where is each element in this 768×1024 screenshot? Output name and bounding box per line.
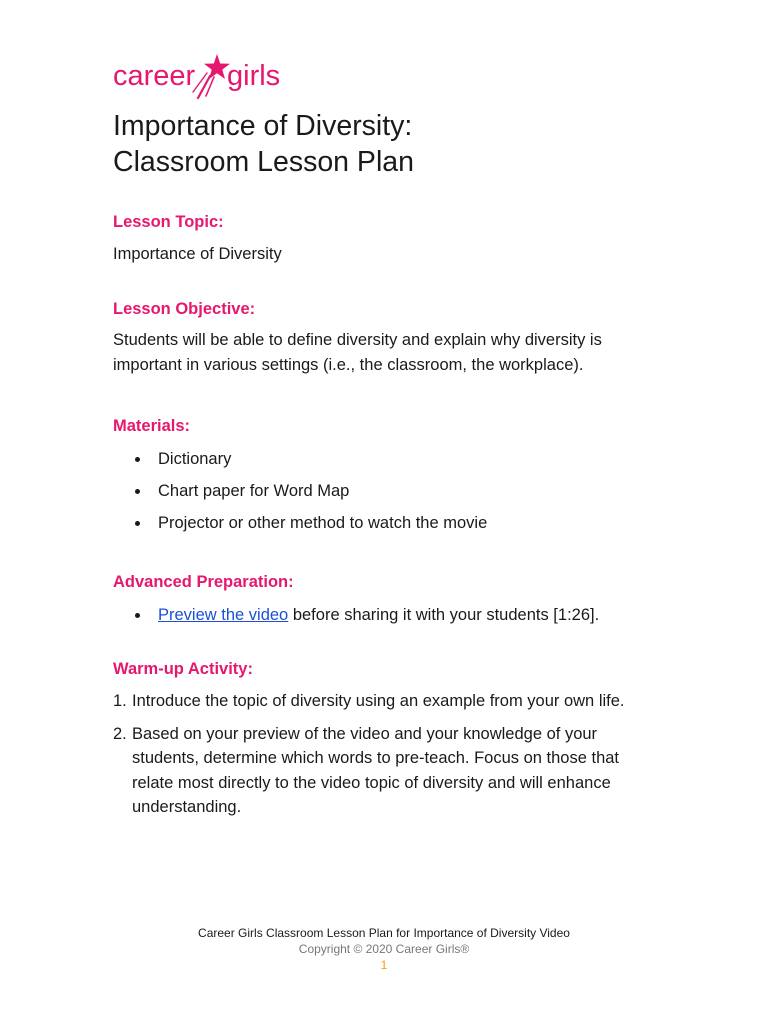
- bullet-icon: [135, 457, 140, 462]
- lesson-topic-heading: Lesson Topic:: [113, 213, 224, 231]
- warm-up-item-text: Based on your preview of the video and your knowledge of your students, determine which words to pre-teach. Focus on those that relate most directly to the video topic of diversity and will enhance understanding.: [132, 724, 620, 816]
- item-number: 1.: [113, 692, 127, 710]
- warm-up-item-text: Introduce the topic of diversity using an example from your own life.: [132, 692, 625, 710]
- list-item: [113, 722, 653, 820]
- footer-copyright: Copyright © 2020 Career Girls®: [298, 942, 470, 956]
- title-line-1: Importance of Diversity:: [113, 110, 413, 142]
- bullet-icon: [135, 521, 140, 526]
- list-item: [113, 511, 653, 543]
- materials-list: [113, 447, 653, 543]
- materials-heading: Materials:: [113, 417, 191, 435]
- footer-title: Career Girls Classroom Lesson Plan for Importance of Diversity Video: [198, 926, 570, 940]
- warm-up-activity-heading: Warm-up Activity:: [113, 660, 253, 678]
- star-icon: [193, 54, 230, 98]
- page-number: 1: [380, 958, 388, 972]
- list-item: [113, 603, 653, 635]
- preparation-text: before sharing it with your students [1:26].: [288, 606, 600, 624]
- bullet-icon: [135, 489, 140, 494]
- lesson-objective-heading: Lesson Objective:: [113, 300, 256, 318]
- item-number: 2.: [113, 724, 127, 743]
- material-item: Chart paper for Word Map: [158, 482, 350, 500]
- list-item: [113, 689, 653, 714]
- career-girls-logo: [113, 52, 303, 102]
- warm-up-list: [113, 689, 653, 828]
- page-footer: [0, 925, 768, 973]
- advanced-preparation-heading: Advanced Preparation:: [113, 573, 294, 591]
- preparation-list: [113, 603, 653, 635]
- bullet-icon: [135, 613, 140, 618]
- material-item: Dictionary: [158, 450, 232, 468]
- logo-word-girls: girls: [227, 60, 281, 92]
- title-line-2: Classroom Lesson Plan: [113, 146, 414, 178]
- lesson-objective-text: Students will be able to define diversity and explain why diversity is important in various settings (i.e., the classroom, the workplace).: [113, 331, 602, 374]
- list-item: [113, 479, 653, 511]
- lesson-topic-text: Importance of Diversity: [113, 245, 282, 263]
- list-item: [113, 447, 653, 479]
- material-item: Projector or other method to watch the movie: [158, 514, 488, 532]
- page-title: [113, 108, 713, 180]
- logo-word-career: career: [113, 60, 196, 92]
- preview-video-link[interactable]: Preview the video: [158, 606, 289, 624]
